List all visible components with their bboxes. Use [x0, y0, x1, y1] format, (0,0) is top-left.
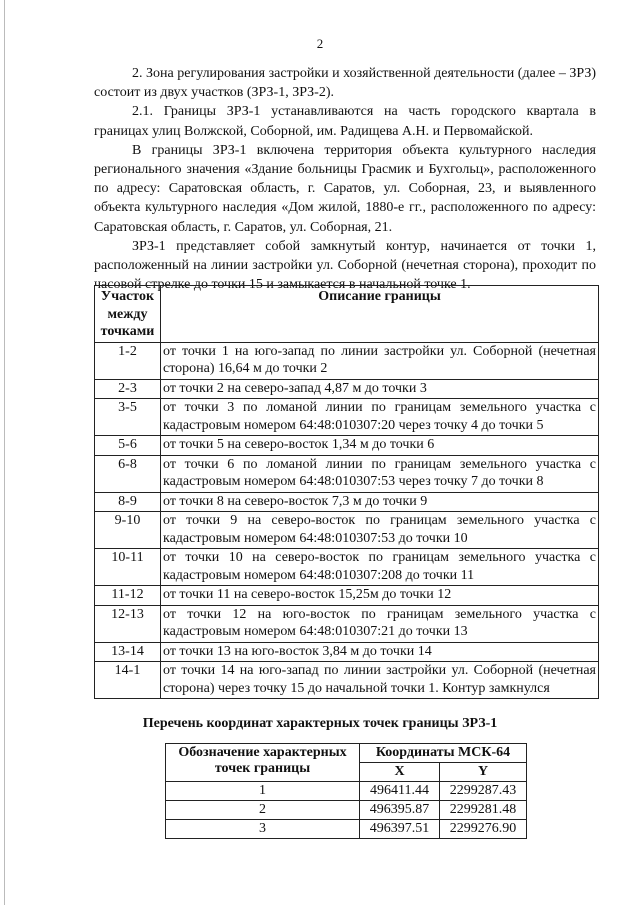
- paragraph-zone: 2. Зона регулирования застройки и хозяйственной деятельности (далее – ЗРЗ) состоит из двух участков (ЗРЗ-1, ЗРЗ-2).: [94, 66, 596, 101]
- y-cell: 2299281.48: [440, 801, 527, 820]
- body-text: [94, 64, 596, 294]
- header-y: Y: [440, 763, 527, 782]
- table-row: [95, 512, 599, 549]
- description-cell: от точки 6 по ломаной линии по границам земельного участка с кадастровым номером 64:48:010307:53 через точку 7 до точки 8: [161, 455, 599, 492]
- segment-cell: 2-3: [95, 379, 161, 399]
- x-cell: 496411.44: [360, 782, 440, 801]
- x-cell: 496397.51: [360, 820, 440, 839]
- table-row: [95, 492, 599, 512]
- description-cell: от точки 10 на северо-восток по границам земельного участка с кадастровым номером 64:48:010307:208 до точки 11: [161, 549, 599, 586]
- boundary-table: [94, 285, 599, 699]
- segment-cell: 13-14: [95, 642, 161, 662]
- point-cell: 1: [166, 782, 360, 801]
- segment-cell: 12-13: [95, 605, 161, 642]
- coordinates-title: Перечень координат характерных точек границы ЗРЗ-1: [142, 716, 498, 731]
- table-row: [95, 436, 599, 456]
- description-cell: от точки 2 на северо-запад 4,87 м до точки 3: [161, 379, 599, 399]
- segment-cell: 3-5: [95, 399, 161, 436]
- segment-cell: 1-2: [95, 342, 161, 379]
- table-row: [95, 586, 599, 606]
- description-cell: от точки 1 на юго-запад по линии застройки ул. Соборной (нечетная сторона) 16,64 м до точки 2: [161, 342, 599, 379]
- description-cell: от точки 12 на юго-восток по границам земельного участка с кадастровым номером 64:48:010307:21 до точки 13: [161, 605, 599, 642]
- table-row: [95, 342, 599, 379]
- description-cell: от точки 11 на северо-восток 15,25м до точки 12: [161, 586, 599, 606]
- segment-cell: 14-1: [95, 662, 161, 699]
- description-cell: от точки 3 по ломаной линии по границам земельного участка с кадастровым номером 64:48:010307:20 через точку 4 до точки 5: [161, 399, 599, 436]
- coordinates-header-row: [166, 744, 527, 763]
- point-cell: 2: [166, 801, 360, 820]
- page-number: 2: [316, 36, 324, 51]
- table-row: [166, 801, 527, 820]
- paragraph-heritage-objects: В границы ЗРЗ-1 включена территория объекта культурного наследия регионального значения «Здание больницы Грасмик и Бухгольц», расположенного по адресу: Саратовская область, г. Саратов, ул. Соборная, 23, и выявленного объекта культурного наследия «Дом жилой, 1880-е гг., расположенного по адресу: Саратовская область, г. Саратов, ул. Соборная, 21.: [94, 142, 596, 235]
- segment-cell: 5-6: [95, 436, 161, 456]
- header-x: X: [360, 763, 440, 782]
- header-description: Описание границы: [161, 286, 599, 343]
- table-row: [166, 820, 527, 839]
- boundary-table-header-row: [95, 286, 599, 343]
- header-point-designation: Обозначение характерных точек границы: [166, 744, 360, 782]
- table-row: [95, 455, 599, 492]
- x-cell: 496395.87: [360, 801, 440, 820]
- paragraph-contour: ЗРЗ-1 представляет собой замкнутый контур, начинается от точки 1, расположенный на линии застройки ул. Соборной (нечетная сторона), проходит по часовой стрелке до точки 15 и замыкается в начальной точке 1.: [94, 238, 596, 293]
- table-row: [95, 379, 599, 399]
- description-cell: от точки 13 на юго-восток 3,84 м до точки 14: [161, 642, 599, 662]
- y-cell: 2299287.43: [440, 782, 527, 801]
- y-cell: 2299276.90: [440, 820, 527, 839]
- page-edge-line: [4, 0, 5, 905]
- paragraph-zrz1-bounds: 2.1. Границы ЗРЗ-1 устанавливаются на часть городского квартала в границах улиц Волжской, Соборной, им. Радищева А.Н. и Первомайской.: [94, 104, 596, 139]
- point-cell: 3: [166, 820, 360, 839]
- table-row: [95, 605, 599, 642]
- segment-cell: 9-10: [95, 512, 161, 549]
- description-cell: от точки 8 на северо-восток 7,3 м до точки 9: [161, 492, 599, 512]
- table-row: [166, 782, 527, 801]
- description-cell: от точки 9 на северо-восток по границам земельного участка с кадастровым номером 64:48:010307:53 до точки 10: [161, 512, 599, 549]
- table-row: [95, 662, 599, 699]
- coordinates-table: [165, 743, 527, 839]
- description-cell: от точки 5 на северо-восток 1,34 м до точки 6: [161, 436, 599, 456]
- table-row: [95, 549, 599, 586]
- table-row: [95, 399, 599, 436]
- segment-cell: 6-8: [95, 455, 161, 492]
- segment-cell: 10-11: [95, 549, 161, 586]
- header-segment: Участок между точками: [95, 286, 161, 343]
- description-cell: от точки 14 на юго-запад по линии застройки ул. Соборной (нечетная сторона) через точку 15 до начальной точки 1. Контур замкнулся: [161, 662, 599, 699]
- segment-cell: 11-12: [95, 586, 161, 606]
- header-coordinate-system: Координаты МСК-64: [360, 744, 527, 763]
- table-row: [95, 642, 599, 662]
- segment-cell: 8-9: [95, 492, 161, 512]
